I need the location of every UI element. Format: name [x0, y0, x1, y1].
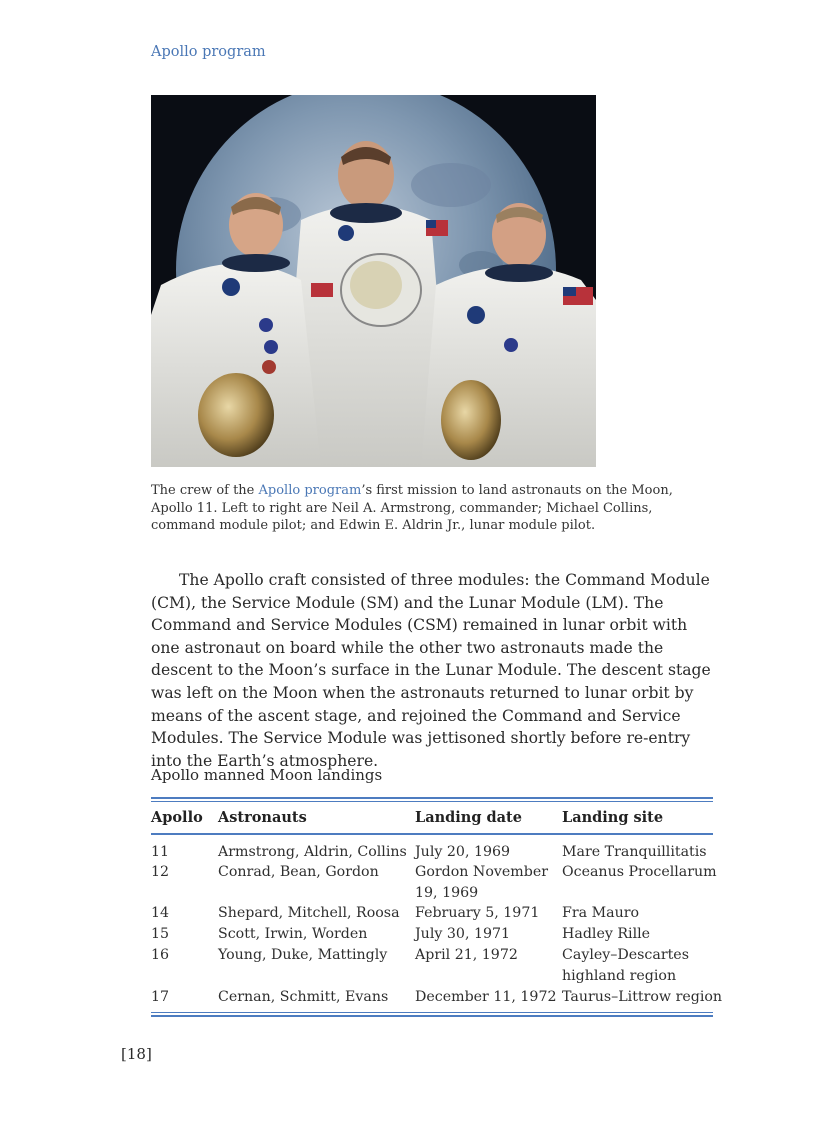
table-cell-apollo: 12: [151, 864, 170, 880]
table-cell-date: Gordon November 19, 1969: [415, 864, 549, 901]
table-cell-apollo: 16: [151, 947, 170, 963]
apollo-11-crew-photo: [151, 95, 596, 467]
table-bottom-rule: [151, 1015, 713, 1017]
page-number: [18]: [121, 1045, 152, 1063]
table-cell-astronauts: Scott, Irwin, Worden: [218, 926, 368, 942]
figure-caption: [151, 482, 716, 535]
table-cell-apollo: 15: [151, 926, 170, 942]
table-top-rule: [151, 797, 713, 799]
body-paragraph: The Apollo craft consisted of three modules: the Command Module (CM), the Service Module (SM) and the Lunar Module (LM). The Command and Service Modules (CSM) remained in lunar orbit with one astronaut on board while the other two astronauts made the descent to the Moon’s surface in the Lunar Module. The descent stage was left on the Moon when the astronauts returned to lunar orbit by means of the ascent stage, and rejoined the Command and Service Modules. The Service Module was jettisoned shortly before re-entry into the Earth’s atmosphere.: [151, 571, 711, 770]
table-cell-site: Mare Tranquillitatis: [562, 844, 707, 860]
col-header-landing-date: Landing date: [415, 809, 522, 826]
table-cell-date: July 20, 1969: [415, 844, 511, 860]
table-cell-date: April 21, 1972: [415, 947, 518, 963]
table-cell-date: February 5, 1971: [415, 905, 540, 921]
table-cell-astronauts: Shepard, Mitchell, Roosa: [218, 905, 400, 921]
col-header-apollo: Apollo: [151, 809, 203, 826]
table-cell-site: Hadley Rille: [562, 926, 651, 942]
table-cell-site: Oceanus Procellarum: [562, 864, 717, 880]
caption-text: The crew of the: [151, 483, 259, 498]
col-header-landing-site: Landing site: [562, 809, 664, 826]
table-cell-astronauts: Cernan, Schmitt, Evans: [218, 989, 389, 1005]
caption-text-rest: ’s first mission to land astronauts on the Moon, Apollo 11. Left to right are Neil A. Armstrong, commander; Michael Collins, command module pilot; and Edwin E. Aldrin Jr., lunar module pilot.: [151, 483, 673, 533]
table-cell-astronauts: Conrad, Bean, Gordon: [218, 864, 379, 880]
table-cell-site: Cayley–Descartes highland region: [562, 947, 689, 984]
table-cell-apollo: 17: [151, 989, 170, 1005]
table-cell-astronauts: Armstrong, Aldrin, Collins: [218, 844, 407, 860]
table-title: Apollo manned Moon landings: [151, 766, 383, 784]
apollo-program-link[interactable]: Apollo program: [258, 483, 362, 498]
table-cell-apollo: 11: [151, 844, 170, 860]
table-cell-astronauts: Young, Duke, Mattingly: [218, 947, 388, 963]
table-cell-site: Fra Mauro: [562, 905, 640, 921]
table-top-rule-thin: [151, 801, 713, 802]
table-cell-date: July 30, 1971: [415, 926, 511, 942]
table-cell-apollo: 14: [151, 905, 170, 921]
col-header-astronauts: Astronauts: [218, 809, 307, 826]
table-cell-site: Taurus–Littrow region: [562, 989, 723, 1005]
table-cell-date: December 11, 1972: [415, 989, 557, 1005]
table-bottom-rule-thin: [151, 1012, 713, 1013]
table-header-rule: [151, 833, 713, 835]
running-head: Apollo program: [151, 44, 266, 60]
